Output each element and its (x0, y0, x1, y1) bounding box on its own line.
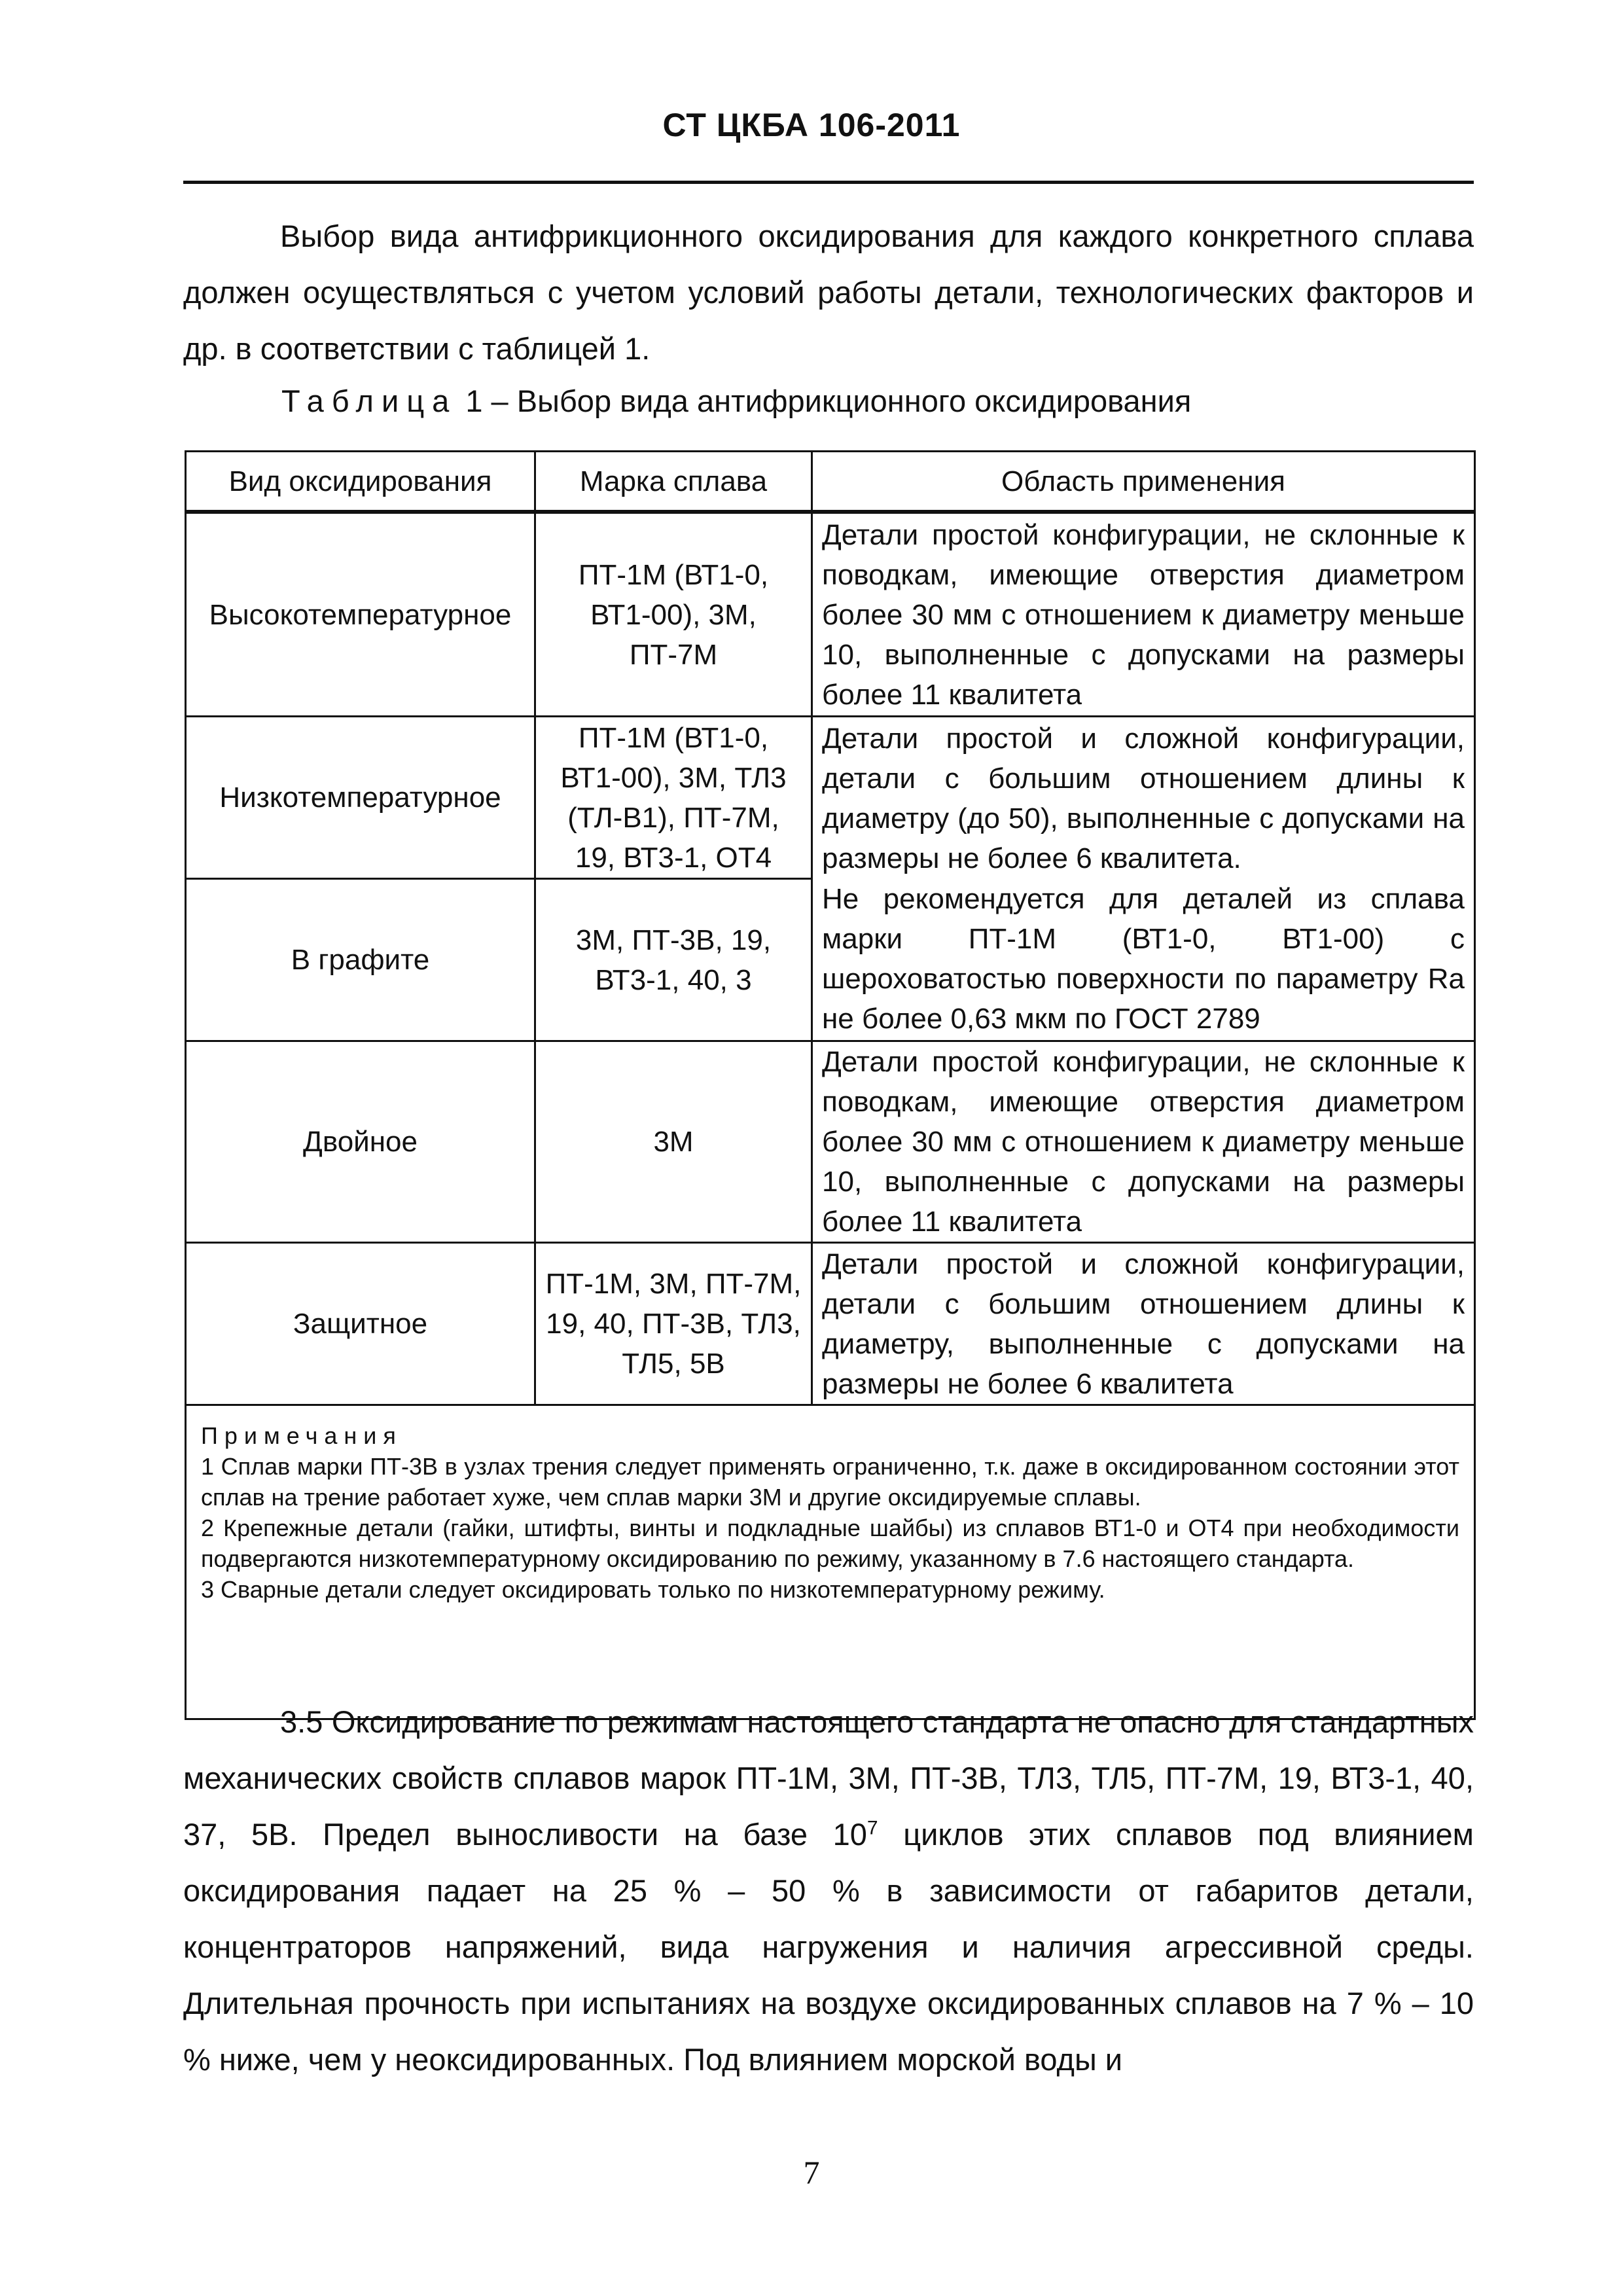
header-rule (183, 181, 1474, 184)
notes-title: Примечания (201, 1422, 402, 1449)
application-text: Не рекомендуется для деталей из сплава марки ПТ-1М (ВТ1-0, ВТ1-00) с шероховатостью поверхности по параметру Ra не более 0,63 мкм по ГОСТ 2789 (822, 883, 1465, 1035)
table-row (186, 1243, 1475, 1405)
application-cell: Детали простой конфигурации, не склонные к поводкам, имеющие отверстия диаметром более 30 мм с отношением к диаметру меньше 10, выполненные с допусками на размеры более 11 квалитета (812, 1041, 1475, 1243)
alloy-grade-cell: ПТ-1М, 3М, ПТ-7М, 19, 40, ПТ-3В, ТЛ3, ТЛ5, 5В (535, 1243, 812, 1405)
section-text: циклов этих сплавов под влиянием оксидирования падает на 25 % – 50 % в зависимости от габаритов детали, концентраторов напряжений, вида нагружения и наличия агрессивной среды. Длительная прочность при испытаниях на воздухе оксидированных сплавов на 7 % – 10 % ниже, чем у неоксидированных. Под влиянием морской воды и (183, 1817, 1474, 2077)
oxidation-type-cell: Защитное (186, 1243, 535, 1405)
column-header-application: Область применения (812, 452, 1475, 512)
table-notes-row (186, 1405, 1475, 1719)
application-cell-merged (812, 717, 1475, 1041)
application-cell: Детали простой и сложной конфигурации, детали с большим отношением длины к диаметру, выполненные с допусками на размеры не более 6 квалитета (812, 1243, 1475, 1405)
oxidation-type-cell: В графите (186, 879, 535, 1041)
column-header-alloy: Марка сплава (535, 452, 812, 512)
table-caption-label: Таблица (281, 384, 457, 418)
oxidation-type-cell: Двойное (186, 1041, 535, 1243)
table-row (186, 1041, 1475, 1243)
section-text: 3.5 Оксидирование по режимам настоящего стандарта не опасно для стандартных механических свойств сплавов марок ПТ-1М, 3М, ПТ-3В, ТЛ3, ТЛ5, ПТ-7М, 19, ВТ3-1, 40, 37, 5В. Предел выносливости на базе 10 (183, 1704, 1474, 1852)
note-item: 2 Крепежные детали (гайки, штифты, винты и подкладные шайбы) из сплавов ВТ1-0 и ОТ4 при необходимости подвергаются низкотемпературному оксидированию по режиму, указанному в 7.6 настоящего стандарта. (201, 1515, 1459, 1572)
application-text: Детали простой и сложной конфигурации, детали с большим отношением длины к диаметру (до 50), выполненные с допусками на размеры не более 6 квалитета. (822, 723, 1465, 874)
intro-paragraph: Выбор вида антифрикционного оксидирования для каждого конкретного сплава должен осуществляться с учетом условий работы детали, технологических факторов и др. в соответствии с таблицей 1. (183, 219, 1474, 366)
note-item: 1 Сплав марки ПТ-3В в узлах трения следует применять ограниченно, т.к. даже в оксидированном состоянии этот сплав на трение работает хуже, чем сплав марки 3М и другие оксидируемые сплавы. (201, 1453, 1459, 1511)
section-3-5-paragraph (183, 1694, 1474, 2088)
oxidation-type-cell: Низкотемпературное (186, 717, 535, 879)
alloy-grade-cell: 3М, ПТ-3В, 19, ВТ3-1, 40, 3 (535, 879, 812, 1041)
table-notes (201, 1420, 1459, 1605)
table-header-row (186, 452, 1475, 512)
alloy-grade-cell: ПТ-1М (ВТ1-0, ВТ1-00), 3М, ПТ-7М (535, 512, 812, 717)
table-row (186, 717, 1475, 879)
table-notes-cell (186, 1405, 1475, 1719)
oxidation-table (185, 450, 1476, 1720)
column-header-type: Вид оксидирования (186, 452, 535, 512)
page-number: 7 (803, 2154, 820, 2191)
table-caption-number: 1 (457, 384, 483, 418)
table-row (186, 512, 1475, 717)
application-cell: Детали простой конфигурации, не склонные к поводкам, имеющие отверстия диаметром более 30 мм с отношением к диаметру меньше 10, выполненные с допусками на размеры более 11 квалитета (812, 512, 1475, 717)
power-exponent: 7 (866, 1817, 878, 1839)
alloy-grade-cell: ПТ-1М (ВТ1-0, ВТ1-00), 3М, ТЛ3 (ТЛ-В1), ПТ-7М, 19, ВТ3-1, ОТ4 (535, 717, 812, 879)
table-caption-title: – Выбор вида антифрикционного оксидирования (482, 384, 1192, 418)
document-code: СТ ЦКБА 106-2011 (662, 107, 961, 143)
table-caption (281, 383, 1191, 419)
oxidation-type-cell: Высокотемпературное (186, 512, 535, 717)
note-item: 3 Сварные детали следует оксидировать только по низкотемпературному режиму. (201, 1576, 1105, 1603)
alloy-grade-cell: 3М (535, 1041, 812, 1243)
